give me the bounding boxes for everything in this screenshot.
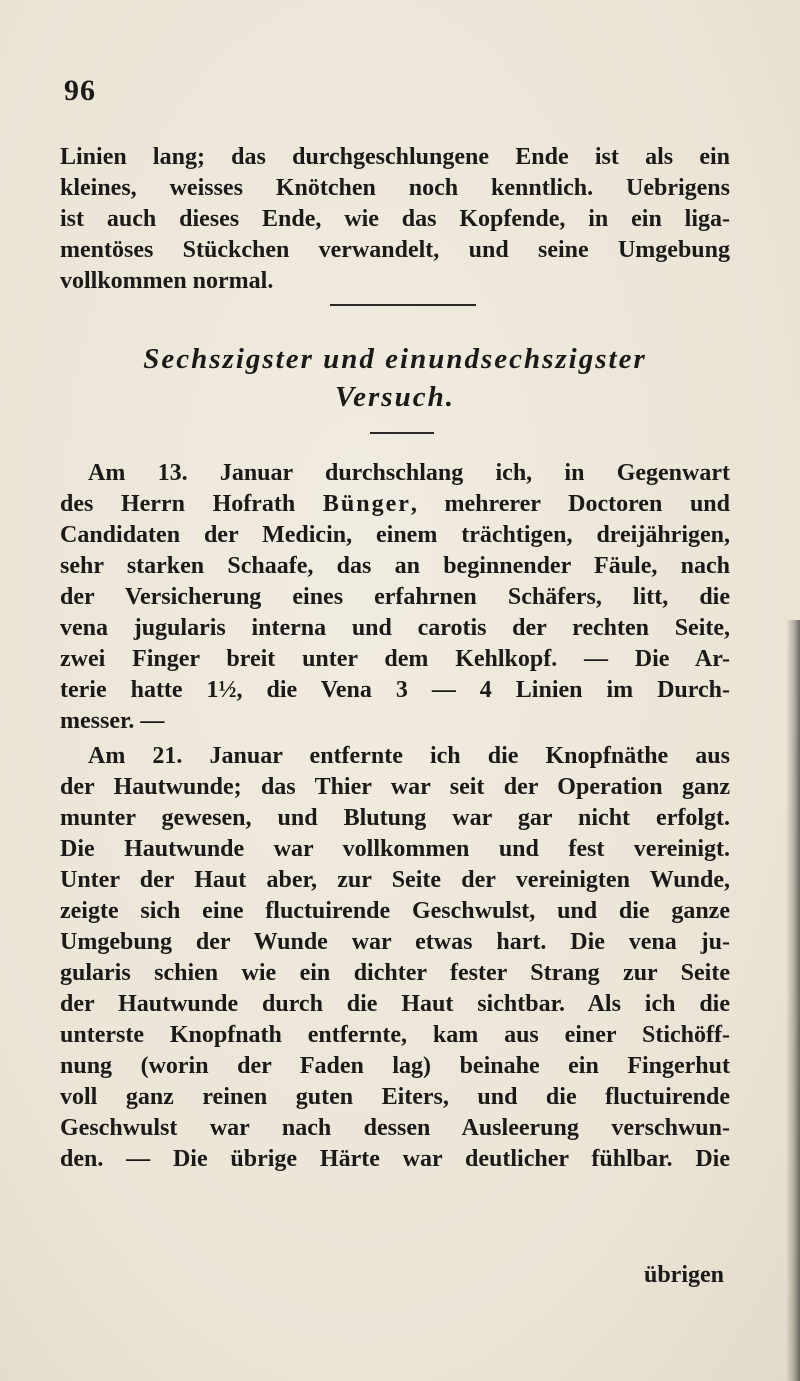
section-divider-rule xyxy=(330,304,476,306)
text-line: zwei Finger breit unter dem Kehlkopf. — Die Ar- xyxy=(60,646,730,672)
person-name: Bünger xyxy=(322,491,411,517)
text-line: munter gewesen, und Blutung war gar nicht erfolgt. xyxy=(60,805,730,831)
text-line: unterste Knopfnath entfernte, kam aus einer Stichöff- xyxy=(60,1022,730,1048)
heading-line-2: Versuch. xyxy=(335,381,455,413)
section-heading xyxy=(60,340,730,416)
text-line: der Hautwunde; das Thier war seit der Operation ganz xyxy=(60,774,730,800)
catchword: übrigen xyxy=(643,1262,724,1288)
heading-line-1: Sechszigster und einundsechszigster xyxy=(143,343,647,375)
paragraph-followup xyxy=(60,741,730,1175)
text-line: Unter der Haut aber, zur Seite der vereinigten Wunde, xyxy=(60,867,730,893)
text-line: mentöses Stückchen verwandelt, und seine Umgebung xyxy=(60,237,730,263)
text-line: messer. — xyxy=(60,708,165,734)
text-line: gularis schien wie ein dichter fester Strang zur Seite xyxy=(60,960,730,986)
text-line: sehr starken Schaafe, das an beginnender Fäule, nach xyxy=(60,553,730,579)
paragraph-experiment xyxy=(60,458,730,737)
text-line: zeigte sich eine fluctuirende Geschwulst, und die ganze xyxy=(60,898,730,924)
text-line: Die Hautwunde war vollkommen und fest vereinigt. xyxy=(60,836,730,862)
text-line: Candidaten der Medicin, einem trächtigen, dreijährigen, xyxy=(60,522,730,548)
text-line: Geschwulst war nach dessen Ausleerung verschwun- xyxy=(60,1115,730,1141)
top-paragraph xyxy=(60,142,730,297)
text-line: Am 21. Januar entfernte ich die Knopfnäthe aus xyxy=(88,743,730,769)
text-line: Am 13. Januar durchschlang ich, in Gegenwart xyxy=(88,460,730,486)
text-line: Linien lang; das durchgeschlungene Ende ist als ein xyxy=(60,144,730,170)
heading-underline-rule xyxy=(370,432,434,434)
text-line: vena jugularis interna und carotis der rechten Seite, xyxy=(60,615,730,641)
text-line: der Hautwunde durch die Haut sichtbar. Als ich die xyxy=(60,991,730,1017)
text-line: Umgebung der Wunde war etwas hart. Die vena ju- xyxy=(60,929,730,955)
text-line: der Versicherung eines erfahrnen Schäfers, litt, die xyxy=(60,584,730,610)
page-edge-shadow xyxy=(786,620,800,1381)
text-line: nung (worin der Faden lag) beinahe ein Fingerhut xyxy=(60,1053,730,1079)
text-line: terie hatte 1½, die Vena 3 — 4 Linien im Durch- xyxy=(60,677,730,703)
page-number: 96 xyxy=(64,74,96,107)
text-line: vollkommen normal. xyxy=(60,268,274,294)
text-line: kleines, weisses Knötchen noch kenntlich. Uebrigens xyxy=(60,175,730,201)
text-line: voll ganz reinen guten Eiters, und die fluctuirende xyxy=(60,1084,730,1110)
text-line: den. — Die übrige Härte war deutlicher fühlbar. Die xyxy=(60,1146,730,1172)
text-line: ist auch dieses Ende, wie das Kopfende, in ein liga- xyxy=(60,206,730,232)
text-line: des Herrn Hofrath Bünger, mehrerer Doctoren und xyxy=(60,491,730,517)
